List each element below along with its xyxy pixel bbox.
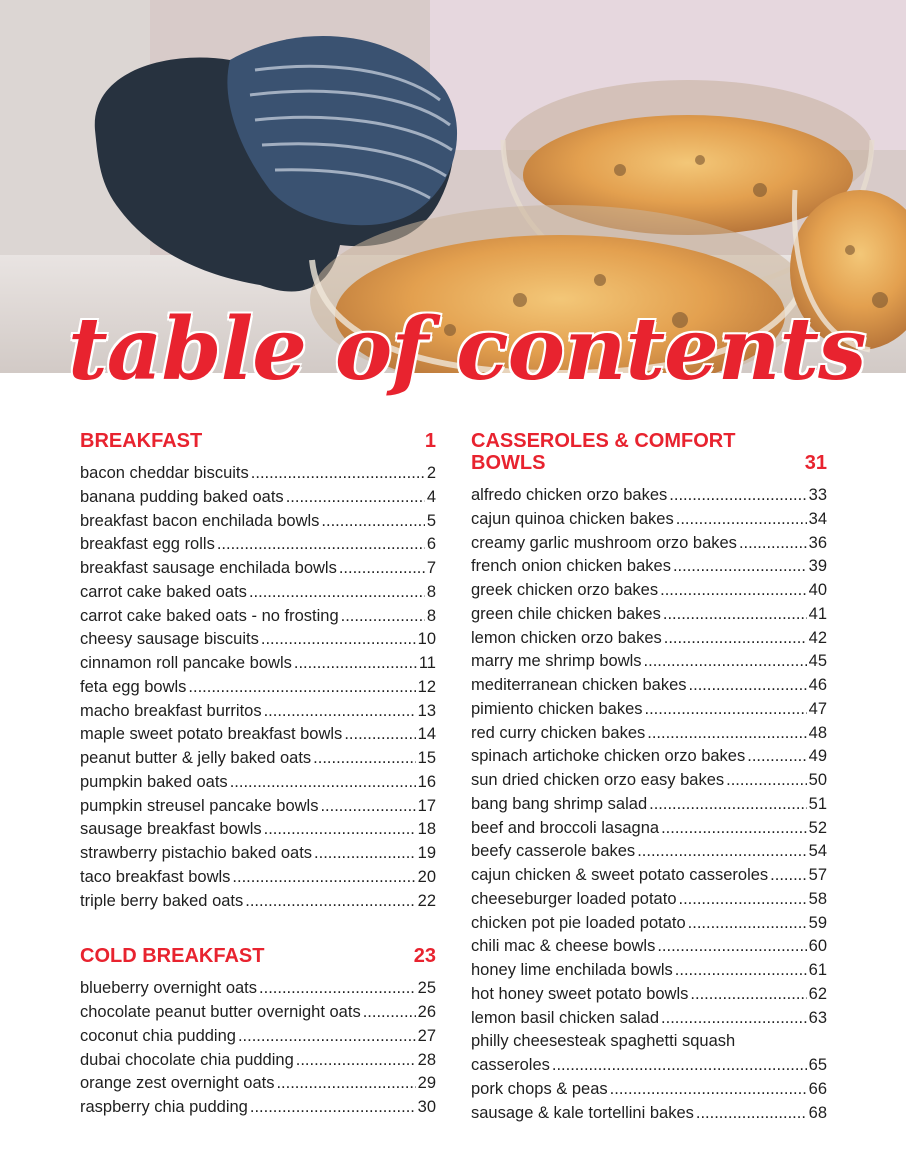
toc-entry[interactable] — [471, 935, 827, 959]
toc-entry[interactable] — [80, 510, 436, 534]
toc-entry[interactable] — [471, 674, 827, 698]
entry-title: bang bang shrimp salad — [471, 794, 648, 813]
dot-leader — [610, 1078, 807, 1102]
dot-leader — [657, 935, 806, 959]
entry-page-number: 39 — [808, 557, 827, 576]
dot-leader — [264, 700, 416, 724]
entry-title: green chile chicken bakes — [471, 604, 661, 623]
entry-title: taco breakfast bowls — [80, 867, 231, 886]
toc-entry[interactable] — [471, 532, 827, 556]
entry-page-number: 34 — [808, 509, 827, 528]
entry-title: maple sweet potato breakfast bowls — [80, 725, 343, 744]
dot-leader — [690, 983, 806, 1007]
dot-leader — [739, 532, 807, 556]
dot-leader — [664, 627, 807, 651]
dot-leader — [661, 1007, 807, 1031]
toc-entry[interactable] — [471, 888, 827, 912]
entry-title: cajun chicken & sweet potato casseroles — [471, 866, 769, 884]
toc-section — [471, 430, 827, 1125]
entry-title: blueberry overnight oats — [80, 979, 258, 998]
dot-leader — [660, 579, 807, 603]
dot-leader — [669, 484, 806, 508]
entry-title: carrot cake baked oats - no frosting — [80, 606, 339, 625]
dot-leader — [637, 840, 806, 864]
toc-entry[interactable] — [80, 1096, 436, 1120]
toc-entry[interactable] — [471, 745, 827, 769]
entry-page-number: 8 — [426, 582, 436, 601]
toc-entry[interactable] — [80, 557, 436, 581]
entry-page-number: 47 — [808, 699, 827, 718]
entry-page-number: 22 — [417, 891, 436, 910]
entry-title: sun dried chicken orzo easy bakes — [471, 771, 725, 789]
toc-entry[interactable] — [471, 555, 827, 579]
section-page-number: 31 — [804, 452, 827, 474]
entry-page-number: 66 — [808, 1079, 827, 1098]
entry-page-number: 7 — [426, 559, 436, 577]
page-title: table of contents — [68, 299, 866, 400]
toc-entry[interactable] — [80, 771, 436, 795]
entry-page-number: 61 — [808, 961, 827, 979]
dot-leader — [276, 1072, 415, 1096]
toc-entry[interactable] — [80, 533, 436, 557]
entry-page-number: 58 — [808, 889, 827, 908]
entry-page-number: 14 — [417, 725, 436, 744]
toc-entry[interactable] — [80, 1049, 436, 1073]
toc-entry[interactable] — [80, 700, 436, 724]
toc-entry[interactable] — [471, 603, 827, 627]
entry-title: pumpkin baked oats — [80, 772, 228, 791]
entry-page-number: 41 — [808, 604, 827, 623]
entry-page-number: 8 — [426, 606, 436, 625]
dot-leader — [296, 1049, 416, 1073]
entry-page-number: 28 — [417, 1050, 436, 1069]
entry-page-number: 68 — [808, 1103, 827, 1122]
dot-leader — [647, 722, 806, 746]
entry-page-number: 20 — [417, 867, 436, 886]
dot-leader — [249, 581, 425, 605]
entry-page-number: 33 — [808, 486, 827, 504]
dot-leader — [726, 769, 807, 793]
toc-entry[interactable] — [471, 983, 827, 1007]
dot-leader — [294, 652, 417, 676]
toc-entry-continued[interactable] — [471, 1054, 827, 1078]
toc-entry[interactable] — [80, 1025, 436, 1049]
entry-title: sausage breakfast bowls — [80, 820, 262, 839]
dot-leader — [770, 864, 806, 888]
entry-title: spinach artichoke chicken orzo bakes — [471, 747, 746, 766]
dot-leader — [689, 674, 807, 698]
entry-title: breakfast egg rolls — [80, 535, 215, 554]
toc-entry[interactable] — [80, 842, 436, 866]
entry-title: beef and broccoli lasagna — [471, 818, 660, 837]
entry-title: pumpkin streusel pancake bowls — [80, 796, 319, 815]
dot-leader — [696, 1102, 807, 1126]
toc-entry[interactable] — [471, 769, 827, 793]
entry-title: peanut butter & jelly baked oats — [80, 749, 312, 767]
entry-page-number: 29 — [417, 1074, 436, 1093]
toc-entry[interactable] — [80, 462, 436, 486]
entry-title: cajun quinoa chicken bakes — [471, 509, 674, 528]
entry-page-number: 17 — [417, 796, 436, 815]
entry-title: alfredo chicken orzo bakes — [471, 486, 668, 504]
entry-title: cinnamon roll pancake bowls — [80, 654, 292, 672]
toc-entry[interactable] — [471, 959, 827, 983]
toc-entry[interactable] — [471, 1078, 827, 1102]
toc-entry[interactable] — [471, 650, 827, 674]
entry-page-number: 2 — [426, 464, 436, 482]
entry-page-number: 46 — [808, 676, 827, 694]
dot-leader — [344, 723, 415, 747]
section-page-number: 23 — [413, 945, 436, 968]
entry-title: red curry chicken bakes — [471, 723, 646, 742]
dot-leader — [675, 959, 807, 983]
toc-entry[interactable] — [80, 747, 436, 771]
entry-page-number: 63 — [808, 1008, 827, 1027]
entry-title: carrot cake baked oats — [80, 582, 247, 601]
section-title: COLD BREAKFAST — [80, 945, 265, 968]
entry-title: hot honey sweet potato bowls — [471, 984, 689, 1003]
entry-title: greek chicken orzo bakes — [471, 581, 659, 599]
toc-entry[interactable] — [80, 977, 436, 1001]
dot-leader — [188, 676, 415, 700]
entry-page-number: 26 — [417, 1003, 436, 1021]
entry-page-number: 10 — [417, 630, 436, 649]
entry-page-number: 12 — [417, 677, 436, 696]
entry-page-number: 45 — [808, 652, 827, 671]
dot-leader — [232, 866, 415, 890]
entry-page-number: 13 — [417, 701, 436, 720]
entry-title-continued: casseroles — [471, 1056, 550, 1074]
dot-leader — [644, 650, 807, 674]
entry-title: pimiento chicken bakes — [471, 699, 643, 718]
entry-page-number: 42 — [808, 628, 827, 647]
entry-page-number: 6 — [426, 535, 436, 554]
dot-leader — [661, 817, 807, 841]
dot-leader — [663, 603, 807, 627]
toc-entry[interactable] — [471, 722, 827, 746]
section-heading — [80, 430, 436, 452]
entry-page-number: 25 — [417, 979, 436, 998]
dot-leader — [245, 890, 415, 914]
toc-entry[interactable] — [80, 676, 436, 700]
entry-page-number: 52 — [808, 818, 827, 837]
toc-entry[interactable] — [80, 795, 436, 819]
toc-entry[interactable] — [471, 1030, 827, 1054]
entry-page-number: 40 — [808, 581, 827, 599]
entry-page-number: 65 — [808, 1056, 827, 1074]
toc-column-right — [471, 430, 827, 1157]
entry-page-number: 19 — [417, 844, 436, 862]
entry-page-number: 48 — [808, 723, 827, 742]
section-title: BREAKFAST — [80, 430, 203, 452]
dot-leader — [259, 977, 416, 1001]
entry-page-number: 18 — [417, 820, 436, 839]
entry-page-number: 54 — [808, 842, 827, 861]
toc-entry[interactable] — [471, 698, 827, 722]
entry-page-number: 11 — [418, 654, 436, 672]
entry-title: cheeseburger loaded potato — [471, 889, 677, 908]
entry-title: sausage & kale tortellini bakes — [471, 1103, 694, 1122]
toc-entry[interactable] — [80, 581, 436, 605]
entry-page-number: 49 — [808, 747, 827, 766]
toc-entry[interactable] — [471, 864, 827, 888]
entry-title: chili mac & cheese bowls — [471, 937, 656, 956]
entry-title: raspberry chia pudding — [80, 1098, 248, 1116]
toc-entry[interactable] — [471, 579, 827, 603]
entry-page-number: 50 — [808, 771, 827, 789]
dot-leader — [320, 795, 415, 819]
toc-entry[interactable] — [80, 652, 436, 676]
toc-entry[interactable] — [471, 793, 827, 817]
dot-leader — [251, 462, 425, 486]
toc-entry[interactable] — [471, 627, 827, 651]
section-heading — [471, 430, 827, 474]
entry-page-number: 62 — [808, 984, 827, 1003]
entry-page-number: 30 — [417, 1098, 436, 1116]
toc-entry[interactable] — [471, 508, 827, 532]
toc-entry[interactable] — [471, 817, 827, 841]
dot-leader — [363, 1001, 416, 1025]
toc-entry[interactable] — [80, 1072, 436, 1096]
entry-title: beefy casserole bakes — [471, 842, 636, 861]
entry-title: mediterranean chicken bakes — [471, 676, 687, 694]
entry-page-number: 57 — [808, 866, 827, 884]
entry-title: strawberry pistachio baked oats — [80, 844, 313, 862]
toc-entry[interactable] — [471, 840, 827, 864]
entry-title: banana pudding baked oats — [80, 487, 284, 506]
entry-title: feta egg bowls — [80, 677, 187, 696]
toc-entry[interactable] — [471, 484, 827, 508]
dot-leader — [313, 747, 415, 771]
dot-leader — [747, 745, 806, 769]
entry-title: creamy garlic mushroom orzo bakes — [471, 533, 737, 552]
entry-title: breakfast sausage enchilada bowls — [80, 559, 337, 577]
dot-leader — [341, 605, 425, 629]
toc-entry[interactable] — [471, 1102, 827, 1126]
dot-leader — [673, 555, 807, 579]
dot-leader — [688, 912, 807, 936]
dot-leader — [679, 888, 807, 912]
dot-leader — [264, 818, 416, 842]
toc-entry[interactable] — [80, 605, 436, 629]
entry-title: marry me shrimp bowls — [471, 652, 642, 671]
entry-page-number: 15 — [417, 749, 436, 767]
entry-page-number: 5 — [426, 511, 436, 530]
dot-leader — [261, 628, 416, 652]
toc-entry[interactable] — [80, 866, 436, 890]
entry-title: philly cheesesteak spaghetti squash — [471, 1032, 736, 1051]
toc-entry[interactable] — [80, 486, 436, 510]
toc-entry[interactable] — [80, 1001, 436, 1025]
dot-leader — [321, 510, 424, 534]
entry-title: cheesy sausage biscuits — [80, 630, 259, 649]
toc-section — [80, 945, 436, 1120]
toc-entry[interactable] — [471, 912, 827, 936]
dot-leader — [250, 1096, 416, 1120]
toc-section — [80, 430, 436, 913]
toc-entry[interactable] — [80, 818, 436, 842]
dot-leader — [339, 557, 425, 581]
entry-page-number: 59 — [808, 913, 827, 932]
toc-column-left — [80, 430, 436, 1152]
dot-leader — [676, 508, 807, 532]
entry-page-number: 4 — [426, 487, 436, 506]
entry-page-number: 60 — [808, 937, 827, 956]
entry-page-number: 51 — [808, 794, 827, 813]
dot-leader — [552, 1054, 807, 1078]
entry-title: french onion chicken bakes — [471, 557, 671, 576]
toc-entry[interactable] — [80, 723, 436, 747]
entry-title: macho breakfast burritos — [80, 701, 262, 720]
entry-title: chicken pot pie loaded potato — [471, 913, 686, 932]
entry-title: lemon chicken orzo bakes — [471, 628, 662, 647]
entry-title: breakfast bacon enchilada bowls — [80, 511, 320, 530]
toc-entry[interactable] — [80, 890, 436, 914]
entry-title: coconut chia pudding — [80, 1026, 236, 1045]
section-page-number: 1 — [424, 430, 436, 452]
entry-title: honey lime enchilada bowls — [471, 961, 673, 979]
dot-leader — [230, 771, 416, 795]
dot-leader — [238, 1025, 416, 1049]
entry-title: pork chops & peas — [471, 1079, 608, 1098]
entry-title: bacon cheddar biscuits — [80, 464, 249, 482]
dot-leader — [314, 842, 416, 866]
dot-leader — [649, 793, 807, 817]
entry-page-number: 16 — [417, 772, 436, 791]
toc-entry[interactable] — [80, 628, 436, 652]
section-heading — [80, 945, 436, 967]
section-title: CASSEROLES & COMFORT BOWLS — [471, 430, 736, 474]
entry-title: triple berry baked oats — [80, 891, 244, 910]
entry-title: lemon basil chicken salad — [471, 1008, 660, 1027]
entry-title: dubai chocolate chia pudding — [80, 1050, 294, 1069]
dot-leader — [286, 486, 425, 510]
dot-leader — [645, 698, 807, 722]
entry-title: chocolate peanut butter overnight oats — [80, 1003, 361, 1021]
toc-entry[interactable] — [471, 1007, 827, 1031]
dot-leader — [217, 533, 425, 557]
entry-title: orange zest overnight oats — [80, 1074, 275, 1093]
entry-page-number: 36 — [808, 533, 827, 552]
entry-page-number: 27 — [417, 1026, 436, 1045]
